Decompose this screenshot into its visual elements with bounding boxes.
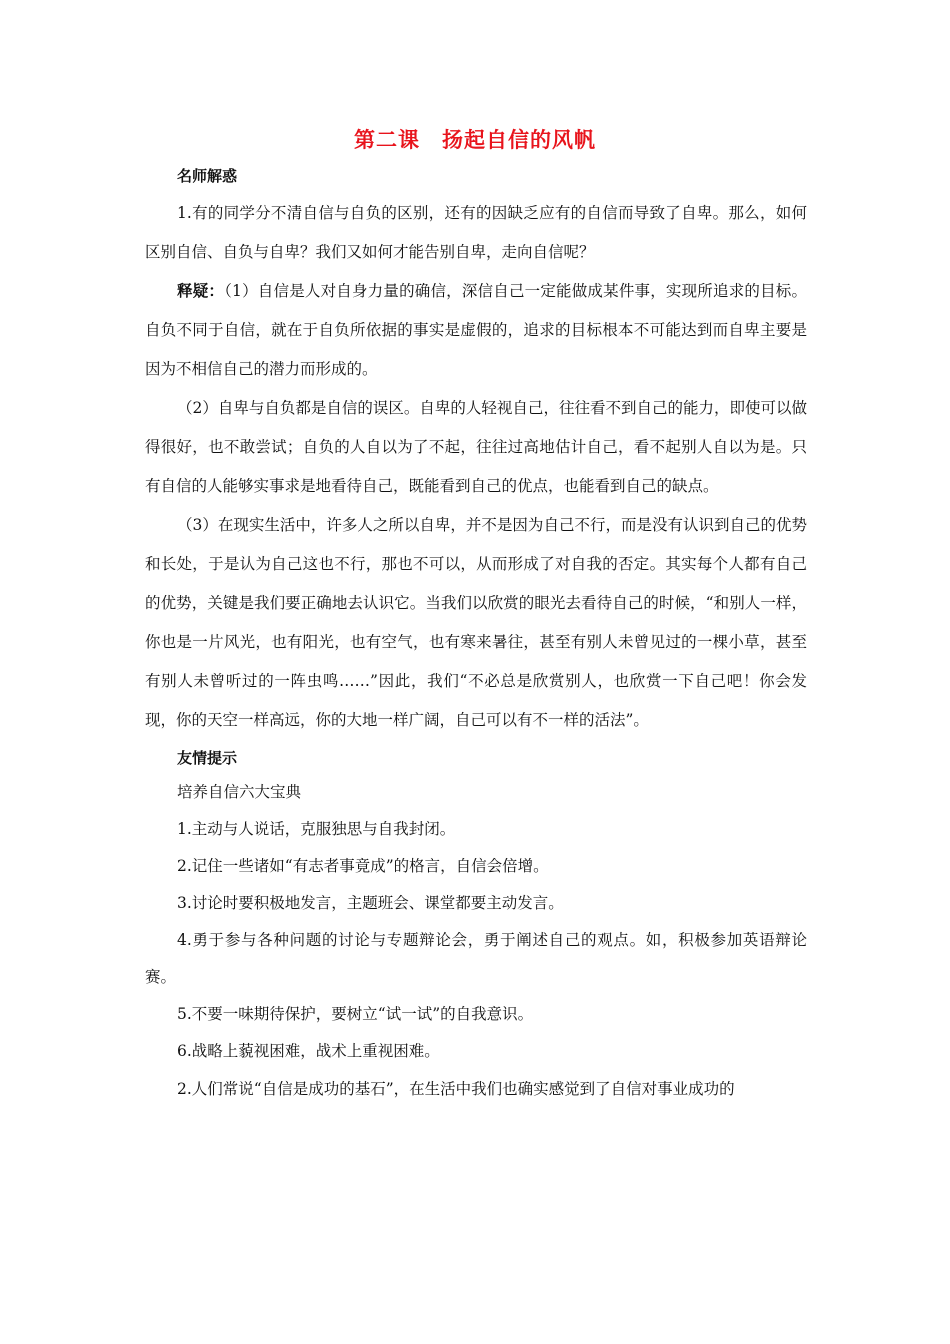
tip-item: 1.主动与人说话，克服独思与自我封闭。	[177, 820, 456, 838]
tip-item: 5.不要一味期待保护，要树立“试一试”的自我意识。	[177, 1005, 534, 1023]
tip-item: 6.战略上藐视困难，战术上重视困难。	[177, 1042, 440, 1060]
tip-item: 2.记住一些诸如“有志者事竟成”的格言，自信会倍增。	[177, 857, 549, 875]
answer-paragraph-1	[145, 272, 807, 389]
question-1: 1.有的同学分不清自信与自负的区别，还有的因缺乏应有的自信而导致了自卑。那么，如何区别自信、自负与自卑？我们又如何才能告别自卑，走向自信呢？	[145, 204, 807, 261]
tips-title: 培养自信六大宝典	[177, 783, 302, 801]
answer-label: 释疑：	[177, 282, 225, 300]
section-heading-tips: 友情提示	[177, 749, 238, 767]
question-2: 2.人们常说“自信是成功的基石”，在生活中我们也确实感觉到了自信对事业成功的	[177, 1080, 735, 1098]
tip-item: 3.讨论时要积极地发言，主题班会、课堂都要主动发言。	[177, 894, 564, 912]
section-heading-explanations: 名师解惑	[177, 167, 238, 185]
answer-paragraph-3: （3）在现实生活中，许多人之所以自卑，并不是因为自己不行，而是没有认识到自己的优势和长处，于是认为自己这也不行，那也不可以，从而形成了对自我的否定。其实每个人都有自己的优势，关键是我们要正确地去认识它。当我们以欣赏的眼光去看待自己的时候，“和别人一样，你也是一片风光，也有阳光，也有空气，也有寒来暑往，甚至有别人未曾见过的一棵小草，甚至有别人未曾听过的一阵虫鸣……”因此，我们“不必总是欣赏别人，也欣赏一下自己吧！你会发现，你的天空一样高远，你的大地一样广阔，自己可以有不一样的活法”。	[145, 516, 807, 729]
page-title: 第二课 扬起自信的风帆	[354, 128, 596, 152]
tip-item: 4.勇于参与各种问题的讨论与专题辩论会，勇于阐述自己的观点。如，积极参加英语辩论赛。	[145, 931, 807, 986]
document-body	[145, 160, 807, 1109]
answer-paragraph-2: （2）自卑与自负都是自信的误区。自卑的人轻视自己，往往看不到自己的能力，即使可以做得很好，也不敢尝试；自负的人自以为了不起，往往过高地估计自己，看不起别人自以为是。只有自信的人能够实事求是地看待自己，既能看到自己的优点，也能看到自己的缺点。	[145, 399, 807, 495]
answer-text-1: （1）自信是人对自身力量的确信，深信自己一定能做成某件事，实现所追求的目标。自负不同于自信，就在于自负所依据的事实是虚假的，追求的目标根本不可能达到而自卑主要是因为不相信自己的潜力而形成的。	[145, 282, 807, 378]
